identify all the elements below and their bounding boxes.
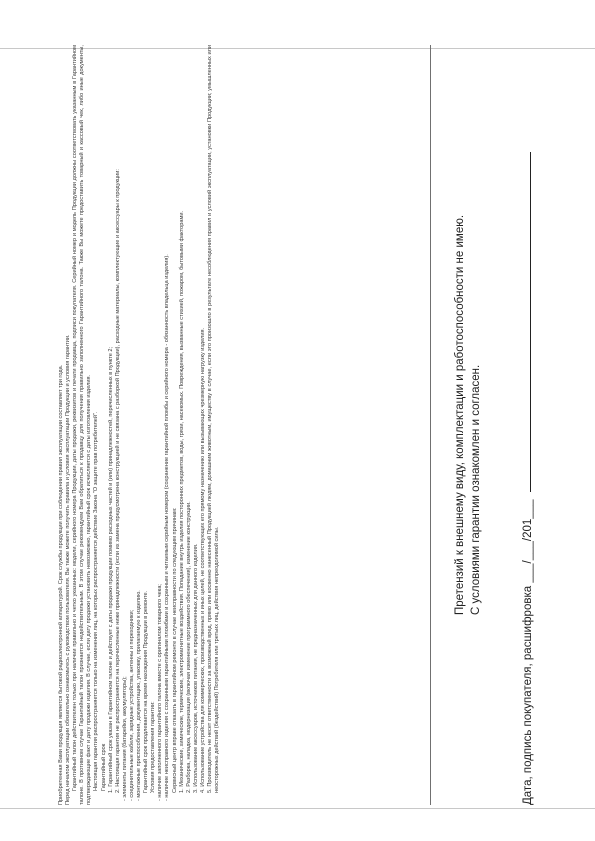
warranty-paragraph: - соединительные кабели, зарядные устройства, антенны и переходники; <box>128 609 135 801</box>
warranty-terms-text <box>58 45 398 805</box>
no-claims-statement: Претензий к внешнему виду, комплектации и работоспособности не имею. <box>454 214 466 615</box>
warranty-paragraph: Гарантийный срок <box>100 743 107 791</box>
warranty-paragraph: 4. Использование устройства для коммерческих, производственных и иных целей, не соответствующих его прямому назначению или вызывающих чрезмерную нагрузку изделия. <box>199 327 206 793</box>
warranty-paragraph: - элементы питания (батарейки, аккумуляторы); <box>121 676 128 801</box>
warranty-paragraph: 3. Использование аксессуаров, источников питания, не предназначенных для данного изделия. <box>192 543 199 793</box>
warranty-paragraph: Гарантийный срок продлевается на время нахождения Продукции в ремонте. <box>143 590 150 793</box>
warranty-paragraph: 1. Механические, химические, термические, электромагнитные воздействия. Попадание внутрь изделия посторонних предметов, воды, грязи, насекомых. Повреждения, вызванные стихией, пожаром, бытовыми факторами. <box>178 210 185 793</box>
warranty-sheet-rotated <box>58 45 578 805</box>
warranty-paragraph: 5. Производитель не несет ответственности за возможный вред, прямо или косвенно нанесенный Продукцией людям, домашним животным, имуществу в случае, если это произошло в результате несоблюдения правил и условий эксплуатации, установки Продукции; умышленных или неосторожных действий (бездействий) Потребителя или третьих лиц, действия непреодолимой силы. <box>206 45 221 793</box>
warranty-paragraph: Приобретенная Вами продукция является бытовой радиоэлектронной аппаратурой. Срок службы продукции при соблюдении правил эксплуатации составляет три года. <box>58 364 64 805</box>
warranty-paragraph: Гарантийный талон действителен только при наличии правильно и четко указанных: модели, серийного номера Продукции, даты продажи, реквизитов и печати продавца, подписи покупателя. Серийный номер и модель Продукции должны соответствовать указанным в Гарантийном талоне. В противном случае Гарантийный талон признается недействительным. В этом случае рекомендуем Вам обратиться к продавцу для получения правильно заполненного Гарантийного талона. Также Вы можете предоставить товарный и кассовый чек, либо иные документы, подтверждающие факт и дату продажи изделия. В случае, если дату продажи установить невозможно, гарантийный срок исчисляется с даты изготовления изделия. <box>72 45 93 805</box>
warranty-paragraph: 2. Настоящая гарантия не распространяется на перечисленные ниже принадлежности (если их замена предусмотрена конструкцией и не связана с разборкой Продукции), расходные материалы, комплектующие и аксессуары к продукции: <box>114 169 121 793</box>
signature-row <box>520 152 534 805</box>
warranty-paragraph: - наличие неисправного изделия с сохранными гарантийными пломбами и сохранным и читаемым серийным номером (сохранение гарантийной пломбы и серийного номера - обязанность владельца изделия). <box>164 254 171 801</box>
warranty-paragraph: 2. Разборка, наладка, модернизация (включая изменение программного обеспечения), изменение конструкции. <box>185 501 192 793</box>
section-divider <box>430 45 431 805</box>
warranty-paragraph: Перед началом эксплуатации обязательно ознакомьтесь с руководством пользователя. Вы также можете получить правила и условия эксплуатации Продукции и условия гарантии. <box>65 334 72 805</box>
signature-label: Дата, подпись покупателя, расшифровка <box>522 585 534 805</box>
signature-field[interactable] <box>520 152 531 492</box>
warranty-paragraph: - наличие заполненного гарантийного талона вместе с оригиналом товарного чека; <box>157 584 164 801</box>
agreement-statement: С условиями гарантии ознакомлен и согласен. <box>470 364 482 615</box>
warranty-paragraph: 1. Гарантийный срок указан в Гарантийном талоне и действует с даты продажи продукции помимо расходных частей и (или) принадлежностей, перечисленных в пункте 2; <box>107 346 114 793</box>
bottom-border-line <box>0 808 595 809</box>
date-placeholder: ___/___/201___ <box>522 499 534 583</box>
warranty-paragraph: - монтажные приспособления, документацию, упаковку, прилагаемую к изделию. <box>136 590 143 801</box>
warranty-paragraph: Условия предоставления гарантии: <box>150 701 157 793</box>
warranty-paragraph: Сервисный центр вправе отказать в гарантийном ремонте в случае неисправности по следующим причинам: <box>171 507 178 793</box>
warranty-paragraph: Настоящая гарантия распространяется только на изменения лиц, на которых распространяется действие Закона "О защите прав потребителей". <box>93 411 100 791</box>
